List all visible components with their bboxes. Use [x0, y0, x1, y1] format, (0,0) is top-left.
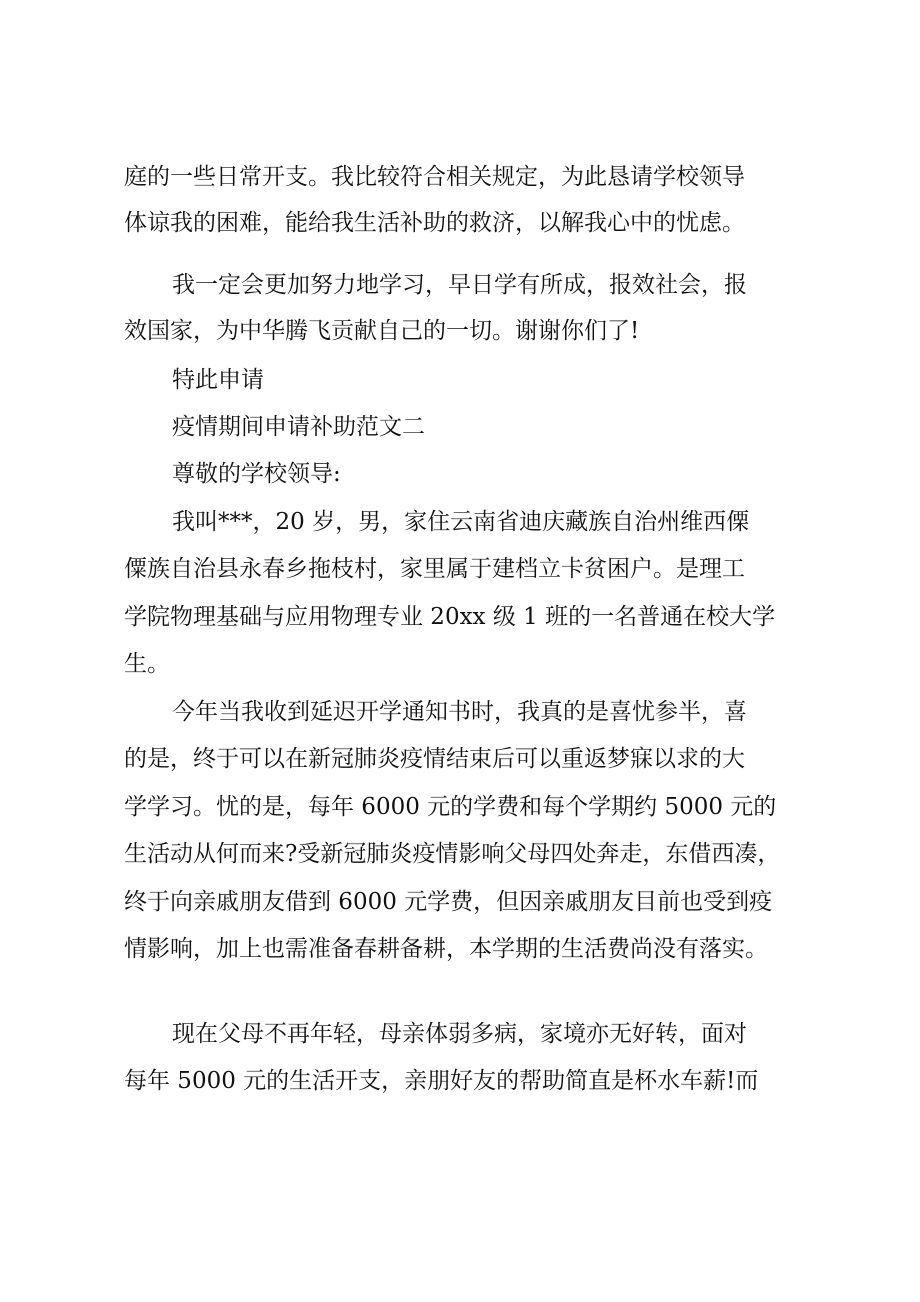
section-heading: 疫情期间申请补助范文二 — [172, 414, 425, 440]
paragraph-line: 现在父母不再年轻，母亲体弱多病，家境亦无好转，面对 — [172, 1021, 747, 1047]
paragraph-line: 今年当我收到延迟开学通知书时，我真的是喜忧参半，喜 — [172, 699, 747, 725]
paragraph-line: 效国家，为中华腾飞贡献自己的一切。谢谢你们了! — [124, 318, 640, 344]
paragraph-line: 的是，终于可以在新冠肺炎疫情结束后可以重返梦寐以求的大 — [124, 746, 745, 772]
paragraph-line: 庭的一些日常开支。我比较符合相关规定，为此恳请学校领导 — [124, 164, 745, 190]
paragraph-line: 终于向亲戚朋友借到 6000 元学费，但因亲戚朋友目前也受到疫 — [124, 889, 773, 915]
paragraph-line: 学院物理基础与应用物理专业 20xx 级 1 班的一名普通在校大学 — [124, 604, 776, 630]
closing-line: 特此申请 — [172, 367, 264, 393]
paragraph-line: 学学习。忧的是，每年 6000 元的学费和每个学期约 5000 元的 — [124, 794, 777, 820]
paragraph-line: 我叫***，20 岁，男，家住云南省迪庆藏族自治州维西傈 — [172, 509, 750, 535]
paragraph-line: 生活动从何而来?受新冠肺炎疫情影响父母四处奔走，东借西凑， — [124, 841, 781, 867]
paragraph-line: 情影响，加上也需准备春耕备耕，本学期的生活费尚没有落实。 — [124, 936, 768, 962]
paragraph-line: 生。 — [124, 651, 170, 677]
paragraph-line: 体谅我的困难，能给我生活补助的救济，以解我心中的忧虑。 — [124, 210, 745, 236]
paragraph-line: 僳族自治县永春乡拖枝村，家里属于建档立卡贫困户。是理工 — [124, 556, 745, 582]
paragraph-line: 每年 5000 元的生活开支，亲朋好友的帮助简直是杯水车薪!而 — [124, 1068, 759, 1094]
paragraph-line: 我一定会更加努力地学习，早日学有所成，报效社会，报 — [172, 272, 747, 298]
salutation: 尊敬的学校领导: — [172, 461, 341, 487]
